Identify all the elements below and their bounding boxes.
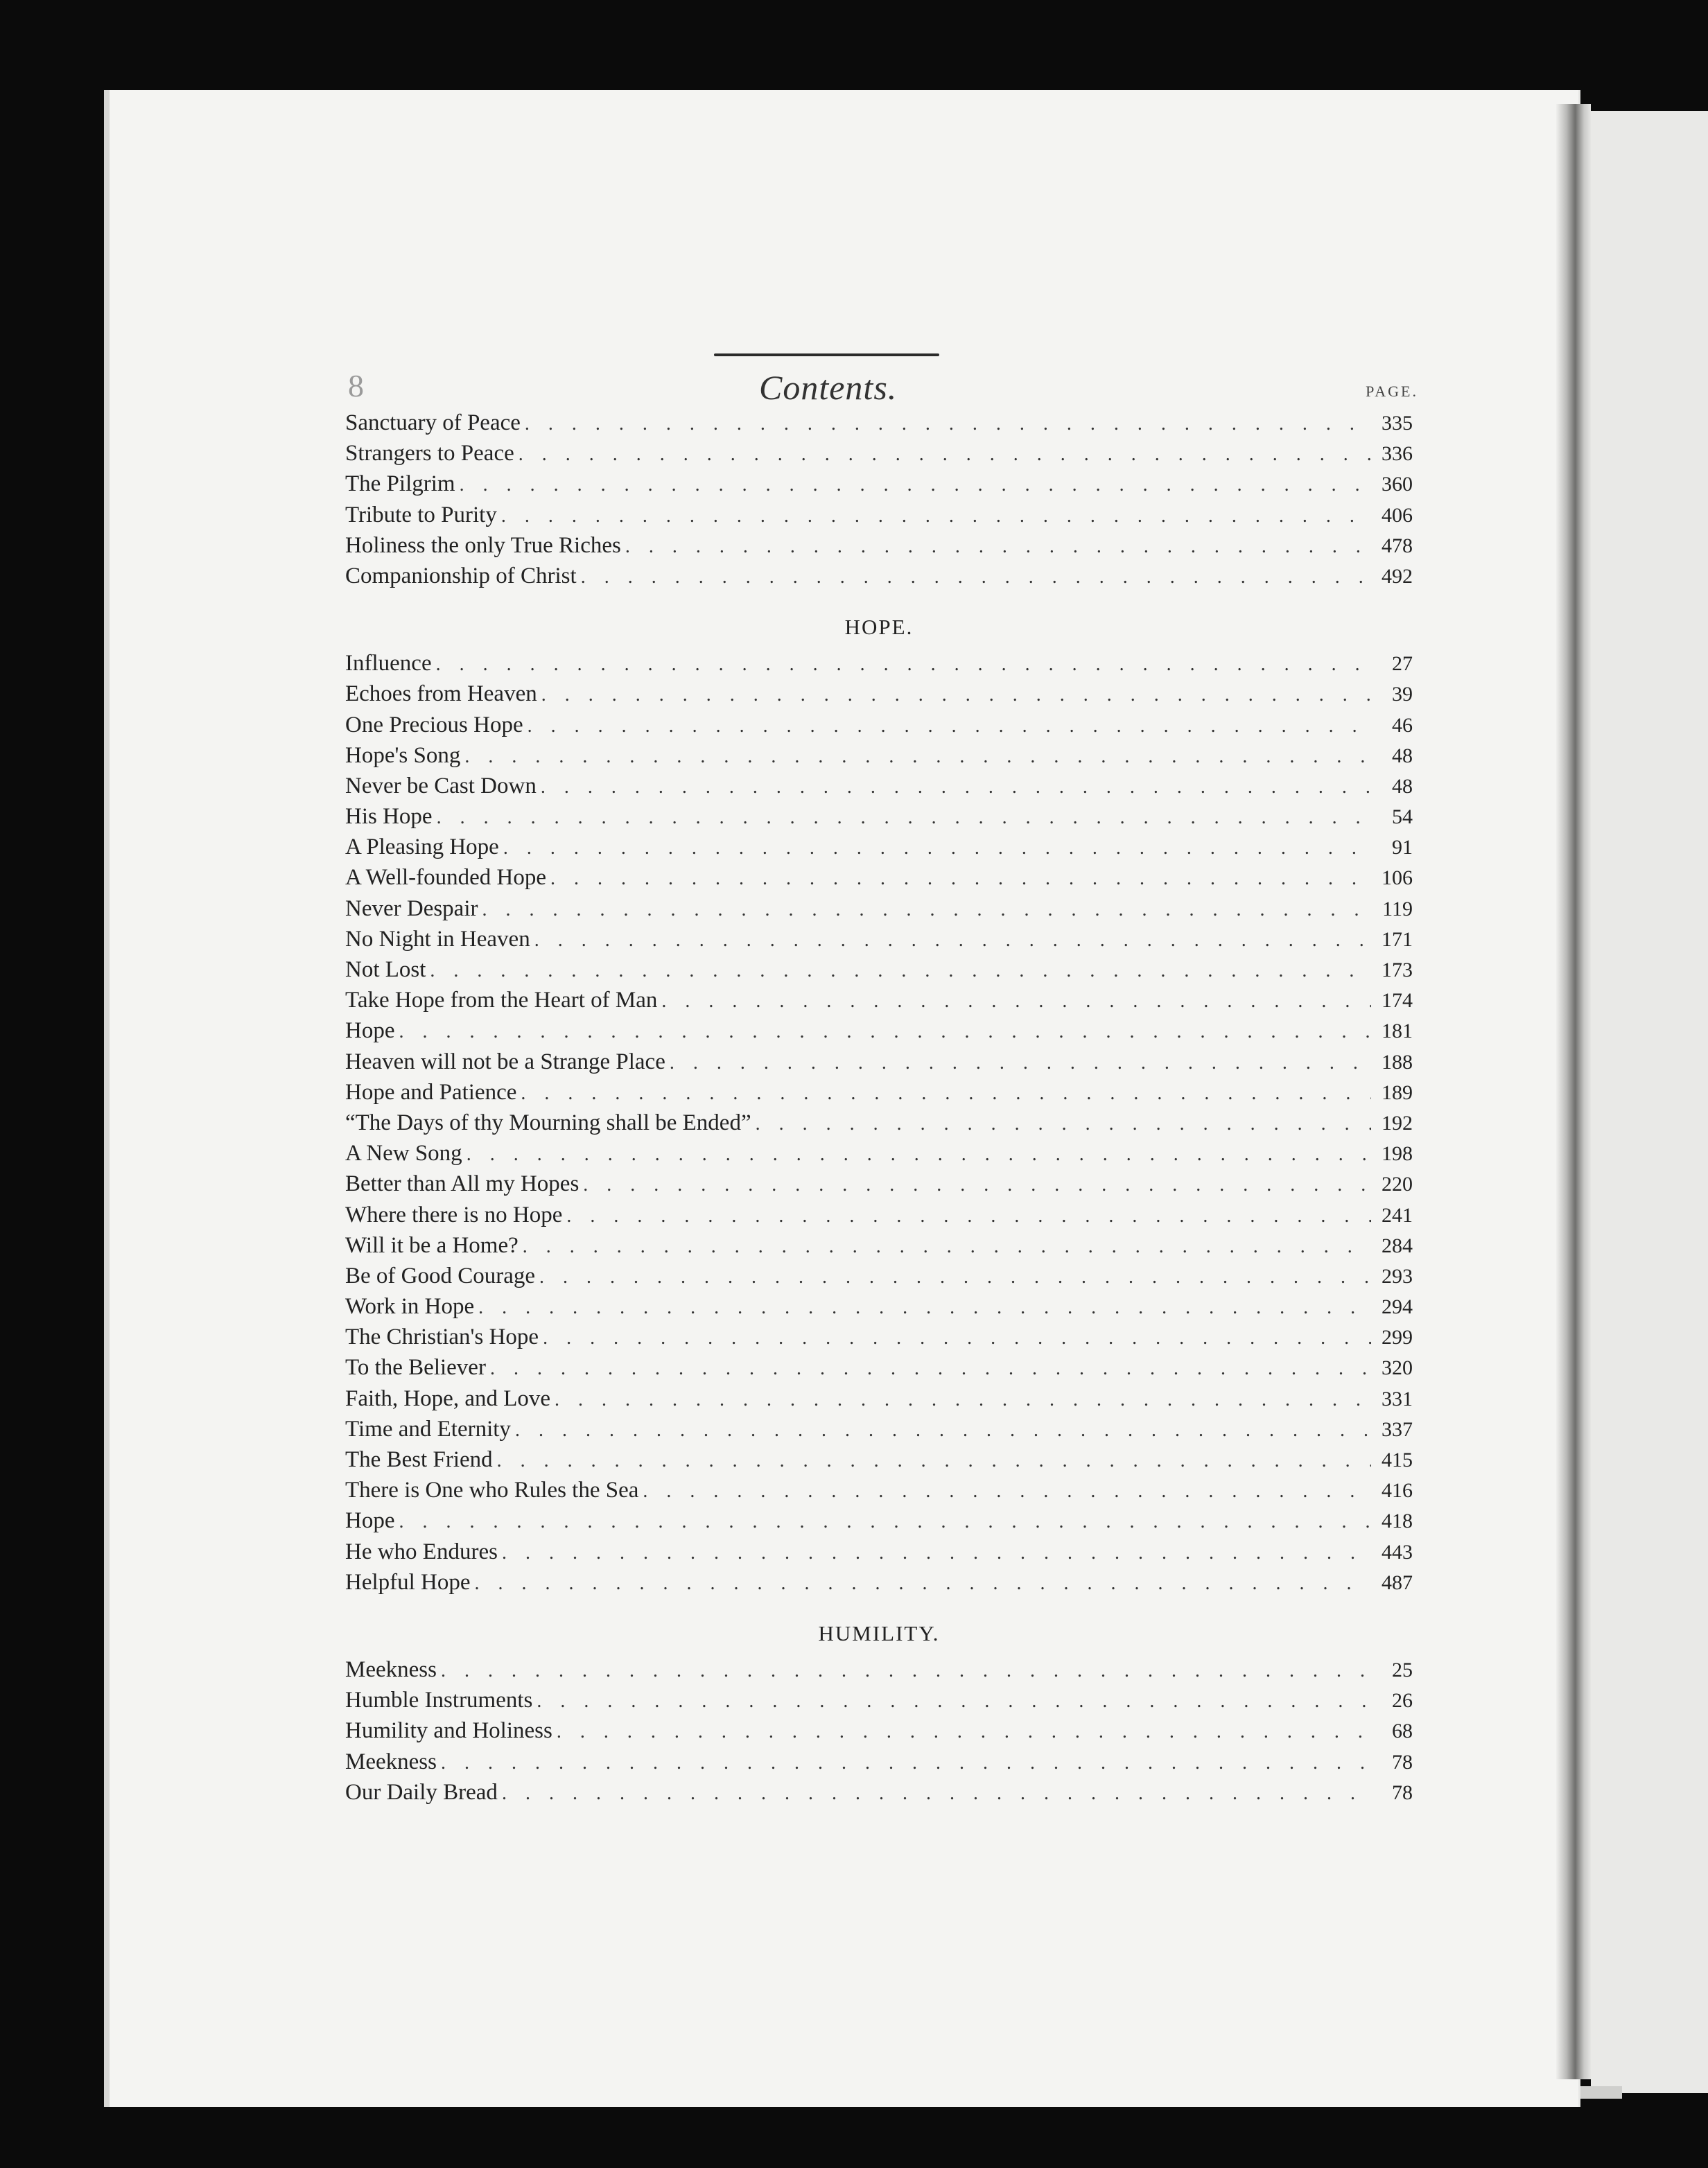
toc-entry <box>345 710 1413 740</box>
entry-page-number: 294 <box>1382 1295 1413 1319</box>
dot-leader <box>539 1262 1371 1293</box>
entry-title: Never be Cast Down <box>345 773 537 798</box>
toc-entry <box>345 1169 1413 1199</box>
entry-page-number: 241 <box>1382 1203 1413 1227</box>
toc-entry <box>345 1015 1413 1046</box>
dot-leader <box>464 742 1371 772</box>
toc-entry <box>345 862 1413 893</box>
dot-leader <box>661 986 1371 1017</box>
dot-leader <box>399 1507 1371 1537</box>
toc-entry <box>345 1383 1413 1414</box>
toc-entry <box>345 1777 1413 1808</box>
entry-title: Sanctuary of Peace <box>345 410 521 435</box>
toc-entry <box>345 561 1413 591</box>
entry-page-number: 91 <box>1392 836 1413 859</box>
toc-entry <box>345 1047 1413 1077</box>
entry-page-number: 220 <box>1382 1173 1413 1196</box>
entry-title: Strangers to Peace <box>345 441 514 466</box>
entry-title: Holiness the only True Riches <box>345 532 621 558</box>
toc-entry <box>345 469 1413 499</box>
entry-page-number: 478 <box>1382 534 1413 557</box>
entry-title: Take Hope from the Heart of Man <box>345 988 658 1013</box>
toc-entry <box>345 408 1413 438</box>
entry-page-number: 78 <box>1392 1781 1413 1804</box>
entry-title: No Night in Heaven <box>345 926 530 952</box>
toc-entry <box>345 771 1413 801</box>
entry-page-number: 360 <box>1382 473 1413 496</box>
title-rule <box>714 353 939 356</box>
dot-leader <box>541 772 1371 803</box>
entry-page-number: 406 <box>1382 503 1413 527</box>
dot-leader <box>490 1354 1371 1384</box>
dot-leader <box>523 1232 1371 1262</box>
dot-leader <box>557 1717 1371 1747</box>
entry-page-number: 320 <box>1382 1356 1413 1380</box>
dot-leader <box>478 1293 1371 1323</box>
dot-leader <box>643 1476 1371 1507</box>
entry-page-number: 78 <box>1392 1750 1413 1774</box>
toc-entry <box>345 1414 1413 1444</box>
dot-leader <box>475 1568 1371 1599</box>
dot-leader <box>581 562 1371 593</box>
toc-entry <box>345 1747 1413 1777</box>
dot-leader <box>497 1446 1371 1476</box>
dot-leader <box>437 803 1371 833</box>
entry-page-number: 331 <box>1382 1387 1413 1410</box>
toc-entry <box>345 893 1413 924</box>
entry-page-number: 48 <box>1392 744 1413 767</box>
entry-title: A Well-founded Hope <box>345 865 547 891</box>
entry-page-number: 26 <box>1392 1689 1413 1713</box>
entry-title: Meekness <box>345 1656 437 1682</box>
toc-entry <box>345 1654 1413 1685</box>
book-page <box>104 90 1580 2107</box>
entry-title: Echoes from Heaven <box>345 681 537 707</box>
entry-title: Humble Instruments <box>345 1688 533 1713</box>
entry-page-number: 181 <box>1382 1020 1413 1043</box>
entry-title: There is One who Rules the Sea <box>345 1478 639 1503</box>
entry-title: Be of Good Courage <box>345 1263 536 1288</box>
dot-leader <box>543 1323 1371 1354</box>
dot-leader <box>482 895 1372 925</box>
entry-page-number: 299 <box>1382 1326 1413 1349</box>
toc-entry <box>345 801 1413 832</box>
entry-title: A New Song <box>345 1141 462 1166</box>
dot-leader <box>756 1109 1371 1139</box>
toc-entry <box>345 1230 1413 1261</box>
dot-leader <box>515 1415 1371 1446</box>
entry-title: The Best Friend <box>345 1447 493 1472</box>
dot-leader <box>541 680 1371 710</box>
dot-leader <box>534 925 1371 956</box>
toc-entry <box>345 1200 1413 1230</box>
dot-leader <box>503 833 1371 864</box>
entry-title: Our Daily Bread <box>345 1779 498 1805</box>
dot-leader <box>525 409 1371 439</box>
dot-leader <box>502 1538 1371 1568</box>
entry-page-number: 189 <box>1382 1081 1413 1104</box>
entry-page-number: 68 <box>1392 1720 1413 1743</box>
entry-page-number: 336 <box>1382 442 1413 466</box>
entry-page-number: 335 <box>1382 412 1413 435</box>
entry-title: Meekness <box>345 1749 437 1774</box>
entry-page-number: 293 <box>1382 1264 1413 1288</box>
entry-title: Time and Eternity <box>345 1416 511 1442</box>
entry-page-number: 174 <box>1382 989 1413 1013</box>
entry-title: The Christian's Hope <box>345 1325 539 1350</box>
page-number: 8 <box>348 368 364 403</box>
page-gutter-shadow <box>1556 104 1591 2079</box>
entry-page-number: 106 <box>1382 866 1413 890</box>
entry-page-number: 119 <box>1382 897 1413 920</box>
toc-entry <box>345 1138 1413 1169</box>
entry-page-number: 337 <box>1382 1417 1413 1441</box>
toc-entry <box>345 985 1413 1015</box>
entry-title: A Pleasing Hope <box>345 834 499 860</box>
entry-title: “The Days of thy Mourning shall be Ended” <box>345 1110 751 1135</box>
dot-leader <box>399 1017 1371 1047</box>
entry-page-number: 198 <box>1382 1142 1413 1166</box>
entry-page-number: 25 <box>1392 1658 1413 1681</box>
toc-entry <box>345 648 1413 679</box>
entry-title: Humility and Holiness <box>345 1718 552 1744</box>
entry-page-number: 443 <box>1382 1540 1413 1564</box>
entry-title: Hope and Patience <box>345 1079 517 1105</box>
entry-page-number: 415 <box>1382 1449 1413 1471</box>
dot-leader <box>518 439 1371 470</box>
dot-leader <box>528 711 1371 742</box>
entry-title: Heaven will not be a Strange Place <box>345 1049 665 1074</box>
toc-entry <box>345 438 1413 469</box>
entry-page-number: 46 <box>1392 713 1413 737</box>
dot-leader <box>441 1748 1371 1778</box>
entry-page-number: 416 <box>1382 1479 1413 1503</box>
toc-entry <box>345 530 1413 561</box>
entry-title: Influence <box>345 651 432 676</box>
toc-entry <box>345 832 1413 862</box>
toc-entry <box>345 1291 1413 1322</box>
toc-entry <box>345 1685 1413 1715</box>
facing-page-edge <box>1591 111 1708 2093</box>
toc-entry <box>345 1537 1413 1567</box>
entry-page-number: 284 <box>1382 1234 1413 1257</box>
toc-entry <box>345 1261 1413 1291</box>
toc-entry <box>345 954 1413 985</box>
toc-entry <box>345 1715 1413 1746</box>
toc-entry <box>345 1352 1413 1383</box>
dot-leader <box>430 956 1371 986</box>
dot-leader <box>460 470 1371 500</box>
dot-leader <box>670 1048 1371 1078</box>
entry-page-number: 48 <box>1392 774 1413 798</box>
entry-title: Work in Hope <box>345 1294 475 1320</box>
entry-title: Companionship of Christ <box>345 563 577 588</box>
entry-title: Helpful Hope <box>345 1569 471 1595</box>
dot-leader <box>436 649 1371 680</box>
toc-entry <box>345 1444 1413 1475</box>
dot-leader <box>467 1139 1371 1170</box>
entry-title: Tribute to Purity <box>345 502 497 527</box>
entry-page-number: 27 <box>1392 652 1413 676</box>
dot-leader <box>502 1778 1371 1809</box>
section-heading: HOPE. <box>844 615 914 640</box>
entry-page-number: 188 <box>1382 1050 1413 1074</box>
table-of-contents <box>345 381 1418 1808</box>
toc-entry <box>345 1505 1413 1536</box>
entry-title: Better than All my Hopes <box>345 1171 580 1197</box>
entry-title: His Hope <box>345 804 433 830</box>
toc-entry <box>345 1475 1413 1505</box>
entry-title: Not Lost <box>345 957 426 982</box>
entry-title: Where there is no Hope <box>345 1202 563 1227</box>
entry-title: Hope <box>345 1018 395 1044</box>
entry-title: He who Endures <box>345 1539 498 1564</box>
entry-page-number: 492 <box>1382 564 1413 588</box>
entry-page-number: 192 <box>1382 1111 1413 1135</box>
dot-leader <box>521 1078 1371 1109</box>
toc-entry <box>345 924 1413 954</box>
entry-page-number: 487 <box>1382 1571 1413 1594</box>
entry-title: To the Believer <box>345 1355 486 1381</box>
entry-page-number: 54 <box>1392 805 1413 829</box>
entry-title: One Precious Hope <box>345 712 523 737</box>
toc-entry <box>345 1567 1413 1598</box>
entry-title: Hope's Song <box>345 742 461 768</box>
toc-entry <box>345 740 1413 771</box>
dot-leader <box>625 532 1371 562</box>
entry-page-number: 418 <box>1382 1510 1413 1533</box>
section-gap <box>345 591 1413 602</box>
entry-title: Faith, Hope, and Love <box>345 1385 551 1411</box>
section-gap <box>345 1598 1413 1609</box>
entry-title: Never Despair <box>345 895 478 921</box>
entry-page-number: 39 <box>1392 683 1413 706</box>
toc-entry <box>345 500 1413 530</box>
toc-entry <box>345 1077 1413 1108</box>
dot-leader <box>441 1656 1371 1686</box>
toc-entry <box>345 679 1413 709</box>
entry-title: Hope <box>345 1508 395 1534</box>
entry-title: Will it be a Home? <box>345 1232 518 1258</box>
entry-page-number: 173 <box>1382 959 1413 981</box>
toc-entry <box>345 1322 1413 1352</box>
dot-leader <box>537 1686 1371 1717</box>
running-title: Contents. <box>759 368 898 407</box>
dot-leader <box>583 1170 1371 1200</box>
entry-page-number: 171 <box>1382 927 1413 951</box>
entry-title: The Pilgrim <box>345 471 455 497</box>
dot-leader <box>550 864 1371 894</box>
dot-leader <box>555 1385 1371 1415</box>
dot-leader <box>501 501 1371 532</box>
section-heading: HUMILITY. <box>818 1620 940 1645</box>
dot-leader <box>566 1201 1371 1232</box>
page-column-label: PAGE. <box>1366 383 1418 400</box>
toc-entry <box>345 1108 1413 1138</box>
